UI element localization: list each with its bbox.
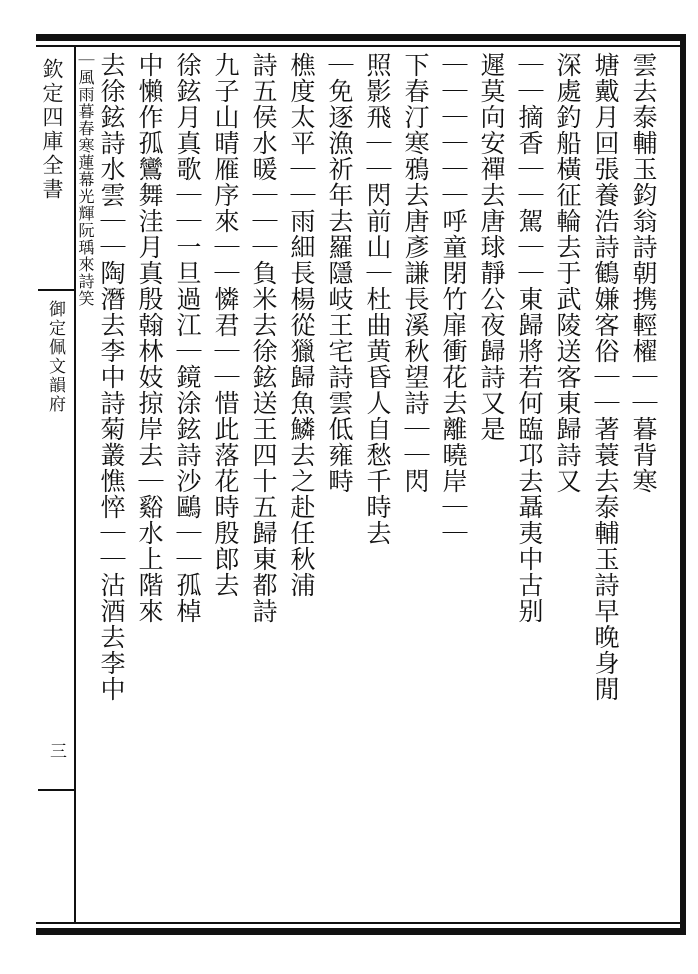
text-column-14: 中懶作孤鸞舞洼月真殷翰林妓掠岸去｜谿水上階來 (135, 52, 164, 624)
frame-top-inner-line (36, 45, 686, 47)
text-column-5: 遲莫向安禪去唐球靜公夜歸詩又是 (477, 52, 506, 442)
text-column-13: 徐鉉月真歌｜｜一旦過江｜鏡涂鉉詩沙鷗｜｜孤棹 (173, 52, 202, 624)
text-column-12: 九子山晴雁序來｜｜憐君｜｜惜此落花時殷郎去 (211, 52, 240, 598)
margin-fishtail-bottom (38, 789, 74, 791)
text-column-6: ｜｜｜｜｜｜呼童閉竹扉衝花去離曉岸｜｜ (439, 52, 468, 546)
margin-book-title: 欽定四庫全書 (40, 58, 64, 202)
margin-page-number: 三 (46, 742, 66, 762)
text-column-1: 雲去泰輔玉鈞翁詩朝携輕櫂｜｜暮背寒 (629, 52, 658, 494)
text-column-7: 下春汀寒鴉去唐彥謙長溪秋望詩｜｜閃 (401, 52, 430, 494)
frame-right-border (680, 34, 686, 935)
frame-top-border (36, 34, 686, 41)
text-column-15: 去徐鉉詩水雲｜｜陶潛去李中詩菊叢憔悴｜｜沽酒去李中 (97, 52, 126, 702)
text-column-2: 塘戴月回張養浩詩鶴嫌客俗｜｜著蓑去泰輔玉詩早晚身閒 (591, 52, 620, 702)
text-column-11: 詩五侯水暖｜｜｜負米去徐鉉送王四十五歸東都詩 (249, 52, 278, 624)
text-column-9: ｜免逐漁祈年去羅隱岐王宅詩雲低雍畤 (325, 52, 354, 494)
margin-fishtail-top (38, 289, 74, 291)
text-column-4: ｜｜摘香｜｜駕｜｜東歸將若何臨邛去聶夷中古别 (515, 52, 544, 624)
text-column-10: 樵度太平｜｜雨細長楊從獵歸魚鱗去之赴任秋浦 (287, 52, 316, 598)
frame-bottom-border (36, 928, 686, 935)
text-column-3: 深處釣船橫征輪去于武陵送客東歸詩又 (553, 52, 582, 494)
frame-bottom-inner-line (36, 922, 686, 924)
margin-volume-title: 御定佩文韻府 (45, 300, 65, 414)
text-column-8: 照影飛｜｜閃前山｜杜曲黄昏人自愁千時去 (363, 52, 392, 546)
text-column-16: ｜風雨暮春寒蓮幕光輝阮瑀來詩笑 (76, 52, 95, 307)
